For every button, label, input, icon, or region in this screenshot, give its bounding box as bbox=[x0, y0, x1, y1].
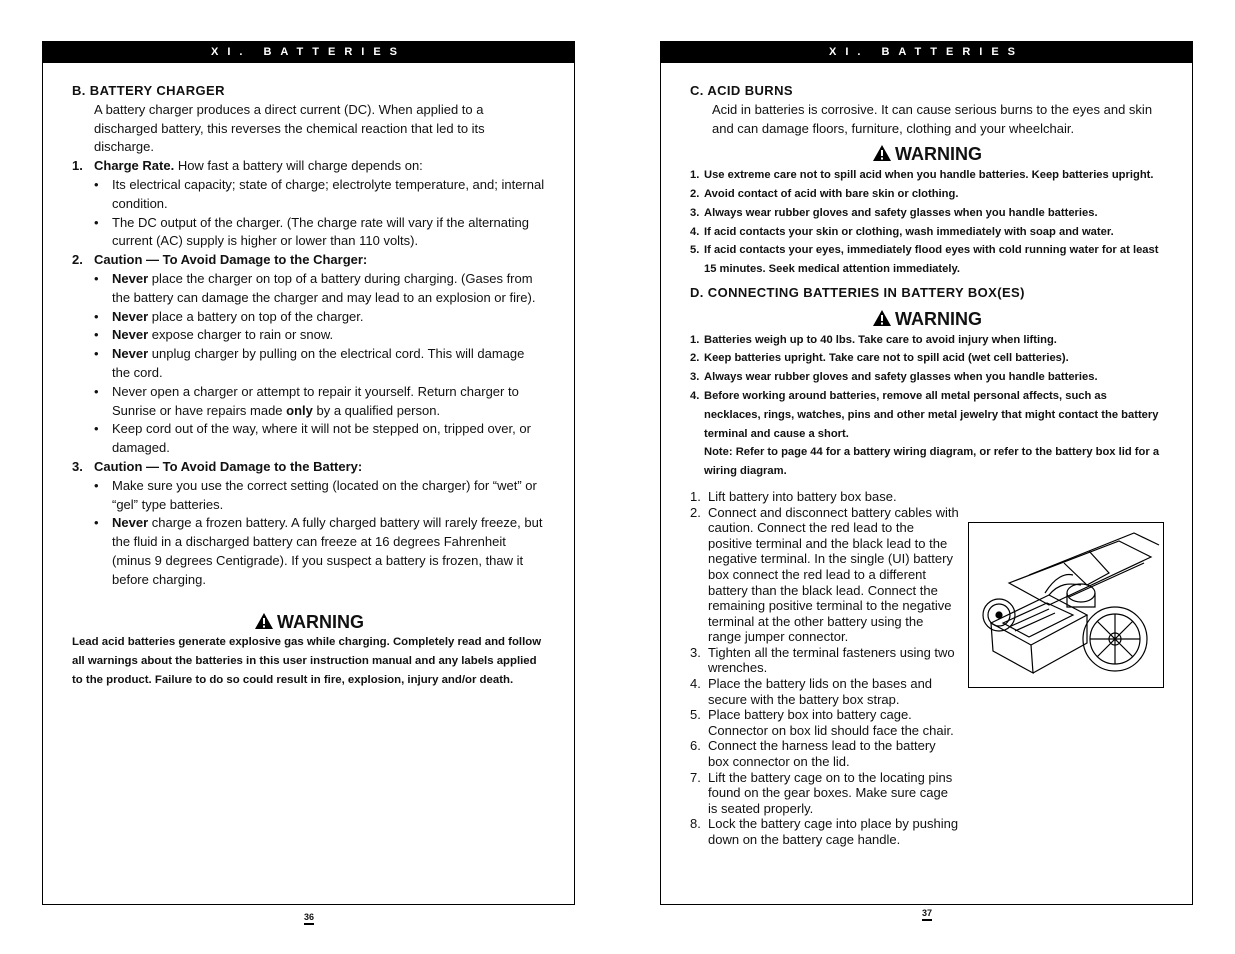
warning-item bbox=[690, 349, 1164, 368]
note-text: Note: Refer to page 44 for a battery wiring diagram, or refer to the battery box lid for a wiring diagram. bbox=[704, 446, 1160, 478]
warning-item bbox=[690, 387, 1164, 443]
item-lead: Caution — To Avoid Damage to the Charger: bbox=[94, 252, 368, 268]
page-37 bbox=[660, 41, 1193, 918]
warning-triangle-icon bbox=[254, 612, 274, 630]
bullet-text: place a battery on top of the charger. bbox=[148, 308, 364, 324]
bullet-icon: • bbox=[94, 515, 99, 531]
step-item bbox=[690, 707, 960, 738]
bullet-text: The DC output of the charger. (The charge rate will vary if the alternating current (AC) supply is higher or lower than 110 volts). bbox=[112, 214, 529, 249]
warning-heading bbox=[690, 144, 1164, 164]
assembly-steps bbox=[690, 489, 960, 848]
step-number: 2. bbox=[690, 504, 701, 520]
bullet-item bbox=[72, 383, 546, 421]
bullet-icon: • bbox=[94, 214, 99, 230]
bullet-text: unplug charger by pulling on the electrical cord. This will damage the cord. bbox=[112, 346, 525, 380]
page-number-text: 36 bbox=[304, 912, 314, 925]
bullet-item bbox=[72, 345, 546, 383]
bullet-icon: • bbox=[94, 176, 99, 192]
bullet-item bbox=[72, 514, 546, 589]
step-number: 3. bbox=[690, 644, 701, 660]
bullet-lead: Never bbox=[112, 346, 149, 362]
item-text: Avoid contact of acid with bare skin or clothing. bbox=[704, 187, 959, 200]
bullet-emphasis: only bbox=[286, 402, 313, 418]
page-number bbox=[917, 908, 937, 921]
step-text: Place the battery lids on the bases and secure with the battery box strap. bbox=[708, 676, 933, 707]
bullet-text: Make sure you use the correct setting (located on the charger) for “wet” or “gel” type batteries. bbox=[112, 477, 537, 512]
step-item bbox=[690, 505, 960, 645]
step-text: Connect the harness lead to the battery box connector on the lid. bbox=[708, 738, 936, 770]
item-text: Always wear rubber gloves and safety glasses when you handle batteries. bbox=[704, 371, 1098, 384]
bullet-item bbox=[72, 420, 546, 458]
bullet-text: Its electrical capacity; state of charge; electrolyte temperature, and; internal condition. bbox=[112, 176, 545, 211]
item-number: 3. bbox=[72, 458, 83, 474]
step-item bbox=[690, 645, 960, 676]
item-lead: Caution — To Avoid Damage to the Battery: bbox=[94, 458, 363, 474]
battery-box-illustration bbox=[968, 522, 1164, 688]
step-number: 5. bbox=[690, 707, 701, 723]
warning-title: WARNING bbox=[895, 308, 982, 329]
page-number-text: 37 bbox=[922, 908, 932, 921]
section-title: C. ACID BURNS bbox=[690, 83, 793, 98]
wheelchair-battery-drawing bbox=[969, 523, 1163, 687]
item-text: If acid contacts your eyes, immediately flood eyes with cold running water for at least 15 minutes. Seek medical attention immediately. bbox=[704, 244, 1159, 276]
step-text: Lift battery into battery box base. bbox=[708, 488, 897, 504]
item-text: How fast a battery will charge depends on: bbox=[174, 158, 423, 174]
chapter-header: XI. BATTERIES bbox=[661, 42, 1192, 63]
bullet-item bbox=[72, 326, 546, 345]
warning-heading bbox=[72, 612, 546, 632]
bullet-text: charge a frozen battery. A fully charged battery will rarely freeze, but the fluid in a discharged battery can freeze at 16 degrees Fahrenheit (minus 9 degrees Centigrade). If you suspect a battery is frozen, thaw it before charging. bbox=[112, 515, 543, 587]
item-text: Keep batteries upright. Take care not to spill acid (wet cell batteries). bbox=[704, 352, 1069, 365]
item-number: 1. bbox=[690, 169, 700, 182]
section-intro: Acid in batteries is corrosive. It can cause serious burns to the eyes and skin and can damage floors, furniture, clothing and your wheelchair. bbox=[712, 101, 1153, 136]
warning-item bbox=[690, 368, 1164, 387]
step-number: 4. bbox=[690, 676, 701, 692]
bullet-icon: • bbox=[94, 477, 99, 493]
item-number: 2. bbox=[690, 187, 700, 200]
step-item bbox=[690, 816, 960, 847]
numbered-item bbox=[72, 251, 546, 270]
bullet-item bbox=[72, 214, 546, 252]
bullet-icon: • bbox=[94, 327, 99, 343]
item-number: 3. bbox=[690, 206, 700, 219]
bullet-lead: Never bbox=[112, 515, 149, 531]
warning-item bbox=[690, 204, 1164, 223]
item-lead: Charge Rate. bbox=[94, 158, 175, 174]
bullet-lead: Never bbox=[112, 308, 149, 324]
step-number: 7. bbox=[690, 769, 701, 785]
bullet-item bbox=[72, 176, 546, 214]
step-text: Lock the battery cage into place by pushing down on the battery cage handle. bbox=[708, 816, 959, 847]
item-number: 1. bbox=[72, 158, 83, 174]
bullet-icon: • bbox=[94, 308, 99, 324]
warning-title: WARNING bbox=[277, 611, 364, 632]
item-number: 4. bbox=[690, 389, 700, 402]
warning-title: WARNING bbox=[895, 144, 982, 165]
bullet-lead: Never bbox=[112, 270, 149, 286]
step-item bbox=[690, 738, 960, 769]
warning-note bbox=[690, 443, 1164, 481]
step-number: 8. bbox=[690, 816, 701, 832]
bullet-text: Keep cord out of the way, where it will not be stepped on, tripped over, or damaged. bbox=[112, 421, 531, 456]
step-item bbox=[690, 676, 960, 707]
item-number: 2. bbox=[72, 252, 83, 268]
item-text: Always wear rubber gloves and safety glasses when you handle batteries. bbox=[704, 206, 1098, 219]
bullet-icon: • bbox=[94, 346, 99, 362]
item-number: 3. bbox=[690, 371, 700, 384]
item-number: 2. bbox=[690, 352, 700, 365]
page-content bbox=[72, 82, 546, 689]
bullet-item bbox=[72, 270, 546, 308]
step-text: Tighten all the terminal fasteners using two wrenches. bbox=[708, 644, 955, 676]
step-item bbox=[690, 489, 960, 505]
page-36 bbox=[42, 41, 575, 922]
step-text: Lift the battery cage on to the locating pins found on the gear boxes. Make sure cage is seated properly. bbox=[708, 769, 953, 816]
bullet-item bbox=[72, 308, 546, 327]
item-text: Batteries weigh up to 40 lbs. Take care to avoid injury when lifting. bbox=[704, 333, 1057, 346]
warning-triangle-icon bbox=[872, 309, 892, 327]
step-item bbox=[690, 770, 960, 817]
item-number: 5. bbox=[690, 244, 700, 257]
section-title: B. BATTERY CHARGER bbox=[72, 83, 225, 98]
bullet-lead: Never bbox=[112, 327, 149, 343]
bullet-icon: • bbox=[94, 421, 99, 437]
bullet-icon: • bbox=[94, 270, 99, 286]
bullet-icon: • bbox=[94, 383, 99, 399]
warning-item bbox=[690, 241, 1164, 279]
warning-item bbox=[690, 166, 1164, 185]
item-text: Before working around batteries, remove all metal personal affects, such as necklaces, rings, watches, pins and other metal jewelry that might contact the battery terminal and cause a short. bbox=[704, 389, 1159, 440]
step-number: 6. bbox=[690, 738, 701, 754]
page-number bbox=[299, 912, 319, 925]
warning-heading bbox=[690, 309, 1164, 329]
bullet-text: place the charger on top of a battery during charging. (Gases from the battery can damage the charger and may lead to an explosion or fire). bbox=[112, 270, 536, 305]
step-text: Connect and disconnect battery cables with caution. Connect the red lead to the positive terminal and the black lead to the negative terminal. In the single (UI) battery box connect the red lead to a different battery than the black lead. Connect the remaining positive terminal to the negative terminal at the other battery using the range jumper connector. bbox=[708, 504, 959, 645]
section-intro: A battery charger produces a direct current (DC). When applied to a discharged battery, this reverses the chemical reaction that led to its discharge. bbox=[94, 101, 485, 155]
warning-triangle-icon bbox=[872, 144, 892, 162]
page-content bbox=[690, 82, 1164, 848]
chapter-header: XI. BATTERIES bbox=[43, 42, 574, 63]
numbered-item bbox=[72, 157, 546, 176]
step-text: Place battery box into battery cage. Connector on box lid should face the chair. bbox=[708, 707, 954, 738]
warning-text: Lead acid batteries generate explosive gas while charging. Completely read and follow all warnings about the batteries in this user instruction manual and any labels applied to the product. Failure to do so could result in fire, explosion, injury and/or death. bbox=[72, 636, 542, 686]
numbered-item bbox=[72, 458, 546, 477]
warning-list bbox=[690, 331, 1164, 481]
warning-list bbox=[690, 166, 1164, 279]
warning-item bbox=[690, 223, 1164, 242]
bullet-item bbox=[72, 477, 546, 515]
item-text: If acid contacts your skin or clothing, wash immediately with soap and water. bbox=[704, 225, 1114, 238]
warning-item bbox=[690, 185, 1164, 204]
bullet-tail: by a qualified person. bbox=[312, 402, 441, 418]
section-title: D. CONNECTING BATTERIES IN BATTERY BOX(ES) bbox=[690, 284, 1025, 300]
step-number: 1. bbox=[690, 488, 701, 504]
bullet-text: expose charger to rain or snow. bbox=[148, 327, 334, 343]
item-text: Use extreme care not to spill acid when you handle batteries. Keep batteries upright. bbox=[704, 169, 1154, 182]
bullet-text: Never open a charger or attempt to repair it yourself. Return charger to Sunrise or have repairs made bbox=[112, 383, 519, 418]
warning-item bbox=[690, 331, 1164, 350]
item-number: 1. bbox=[690, 333, 700, 346]
item-number: 4. bbox=[690, 225, 700, 238]
